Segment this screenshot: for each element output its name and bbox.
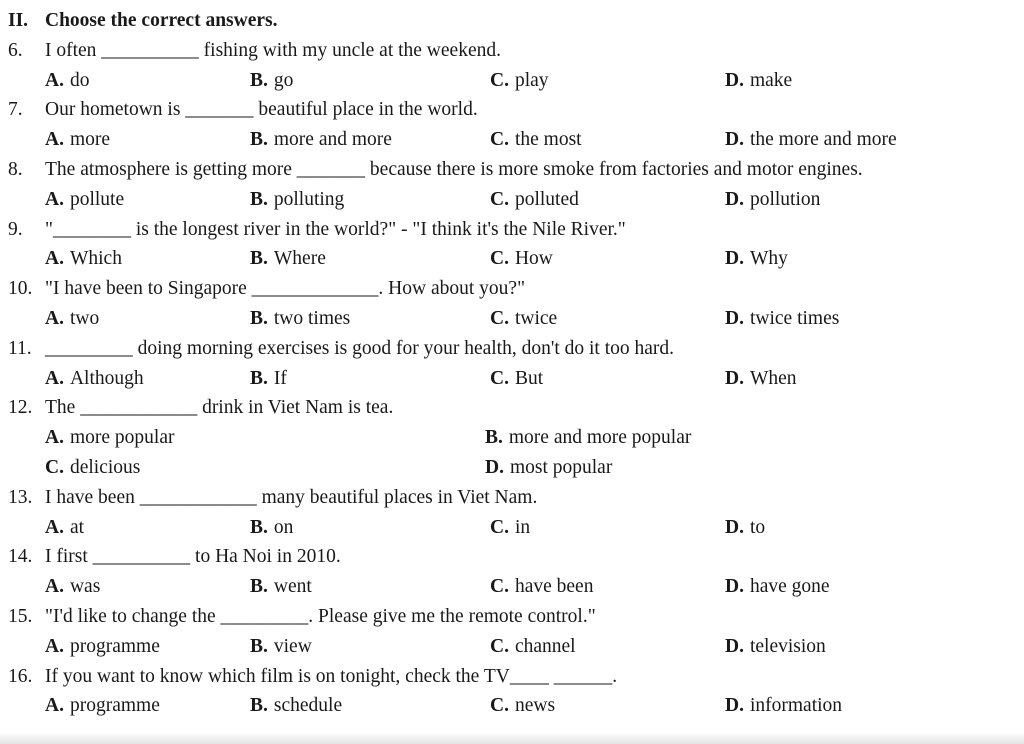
option-label: B. xyxy=(485,427,503,449)
option-text: But xyxy=(514,367,544,389)
options-row xyxy=(45,244,1016,274)
option-text: make xyxy=(749,69,793,91)
option-text: programme xyxy=(69,635,160,657)
option-text: Where xyxy=(273,248,326,270)
option-text: polluted xyxy=(514,188,579,210)
question-text: The atmosphere is getting more _______ because there is more smoke from factories and motor engines. xyxy=(45,158,863,180)
option-text: Which xyxy=(69,248,122,270)
option-b xyxy=(250,244,490,274)
question-line xyxy=(8,483,1016,513)
question-line xyxy=(8,274,1016,304)
option-label: D. xyxy=(725,69,744,91)
option-c xyxy=(490,632,725,662)
option-c xyxy=(490,66,725,96)
question-number: 9. xyxy=(8,218,23,240)
option-c xyxy=(490,125,725,155)
option-label: B. xyxy=(250,516,268,538)
question-14 xyxy=(8,542,1016,602)
question-number: 14. xyxy=(8,546,33,568)
question-number: 10. xyxy=(8,278,33,300)
option-label: D. xyxy=(485,456,504,478)
option-text: programme xyxy=(69,695,160,717)
option-label: A. xyxy=(45,576,64,598)
question-15 xyxy=(8,602,1016,662)
option-text: Although xyxy=(69,367,144,389)
option-label: D. xyxy=(725,248,744,270)
option-label: B. xyxy=(250,188,268,210)
option-text: have been xyxy=(514,576,594,598)
option-text: schedule xyxy=(273,695,343,717)
option-text: two times xyxy=(273,307,351,329)
question-line xyxy=(8,542,1016,572)
question-line xyxy=(8,36,1016,66)
option-b xyxy=(250,572,490,602)
options-row xyxy=(45,364,1016,394)
option-label: A. xyxy=(45,248,64,270)
question-text: _________ doing morning exercises is good for your health, don't do it too hard. xyxy=(45,337,675,359)
option-text: How xyxy=(514,248,553,270)
question-text: I first __________ to Ha Noi in 2010. xyxy=(45,546,341,568)
option-b xyxy=(250,66,490,96)
option-label: A. xyxy=(45,307,64,329)
option-b xyxy=(485,423,1016,453)
option-d xyxy=(725,185,1016,215)
option-label: A. xyxy=(45,695,64,717)
option-text: on xyxy=(273,516,294,538)
option-text: more and more popular xyxy=(508,427,692,449)
option-d xyxy=(725,513,1016,543)
option-label: A. xyxy=(45,188,64,210)
option-text: information xyxy=(749,695,843,717)
option-a xyxy=(45,185,250,215)
option-label: D. xyxy=(725,188,744,210)
option-d xyxy=(725,364,1016,394)
option-text: most popular xyxy=(509,456,613,478)
question-number: 7. xyxy=(8,99,23,121)
option-c xyxy=(490,572,725,602)
option-text: two xyxy=(69,307,100,329)
option-label: C. xyxy=(490,69,509,91)
option-label: D. xyxy=(725,367,744,389)
option-text: polluting xyxy=(273,188,345,210)
question-text: "________ is the longest river in the world?" - "I think it's the Nile River." xyxy=(45,218,626,240)
section-header xyxy=(8,6,1016,36)
option-b xyxy=(250,513,490,543)
option-a xyxy=(45,304,250,334)
option-a xyxy=(45,632,250,662)
question-number: 11. xyxy=(8,337,32,359)
option-a xyxy=(45,125,250,155)
question-text: "I'd like to change the _________. Please give me the remote control." xyxy=(45,605,596,627)
options-row xyxy=(45,125,1016,155)
option-d xyxy=(485,453,1016,483)
question-number: 15. xyxy=(8,605,33,627)
option-text: pollution xyxy=(749,188,821,210)
question-16 xyxy=(8,662,1016,722)
question-10 xyxy=(8,274,1016,334)
option-b xyxy=(250,185,490,215)
question-7 xyxy=(8,95,1016,155)
question-number: 8. xyxy=(8,158,23,180)
question-11 xyxy=(8,334,1016,394)
option-label: B. xyxy=(250,69,268,91)
scan-artifact-strip xyxy=(0,732,1024,744)
option-label: C. xyxy=(490,307,509,329)
option-text: If xyxy=(273,367,287,389)
option-label: C. xyxy=(490,248,509,270)
option-text: go xyxy=(273,69,294,91)
question-number: 6. xyxy=(8,39,23,61)
option-label: D. xyxy=(725,307,744,329)
option-label: C. xyxy=(45,456,64,478)
options-row xyxy=(45,632,1016,662)
option-label: D. xyxy=(725,635,744,657)
option-label: B. xyxy=(250,695,268,717)
option-b xyxy=(250,364,490,394)
option-label: B. xyxy=(250,367,268,389)
options-row xyxy=(45,572,1016,602)
option-c xyxy=(490,691,725,721)
option-label: C. xyxy=(490,635,509,657)
option-text: delicious xyxy=(69,456,141,478)
option-text: Why xyxy=(749,248,788,270)
question-9 xyxy=(8,215,1016,275)
option-c xyxy=(45,453,485,483)
question-8 xyxy=(8,155,1016,215)
question-number: 16. xyxy=(8,665,33,687)
options-row xyxy=(45,66,1016,96)
option-text: pollute xyxy=(69,188,125,210)
option-a xyxy=(45,364,250,394)
question-line xyxy=(8,662,1016,692)
option-label: C. xyxy=(490,576,509,598)
option-text: twice times xyxy=(749,307,840,329)
option-label: A. xyxy=(45,427,64,449)
question-line xyxy=(8,215,1016,245)
option-d xyxy=(725,632,1016,662)
option-d xyxy=(725,244,1016,274)
option-label: B. xyxy=(250,307,268,329)
option-label: D. xyxy=(725,129,744,151)
options-row xyxy=(45,185,1016,215)
option-label: B. xyxy=(250,576,268,598)
question-line xyxy=(8,602,1016,632)
option-d xyxy=(725,125,1016,155)
question-text: I have been ____________ many beautiful places in Viet Nam. xyxy=(45,486,538,508)
option-text: was xyxy=(69,576,101,598)
option-b xyxy=(250,125,490,155)
option-label: B. xyxy=(250,129,268,151)
option-text: more xyxy=(69,129,111,151)
option-label: D. xyxy=(725,516,744,538)
question-text: Our hometown is _______ beautiful place in the world. xyxy=(45,99,478,121)
option-text: to xyxy=(749,516,766,538)
question-6 xyxy=(8,36,1016,96)
option-label: A. xyxy=(45,635,64,657)
option-label: A. xyxy=(45,516,64,538)
option-a xyxy=(45,244,250,274)
option-c xyxy=(490,513,725,543)
option-a xyxy=(45,691,250,721)
question-number: 13. xyxy=(8,486,33,508)
option-text: view xyxy=(273,635,312,657)
option-text: in xyxy=(514,516,531,538)
options-row xyxy=(45,691,1016,721)
option-b xyxy=(250,632,490,662)
option-label: A. xyxy=(45,129,64,151)
question-line xyxy=(8,155,1016,185)
option-label: D. xyxy=(725,695,744,717)
question-line xyxy=(8,334,1016,364)
option-text: have gone xyxy=(749,576,830,598)
option-d xyxy=(725,66,1016,96)
option-a xyxy=(45,513,250,543)
question-text: The ____________ drink in Viet Nam is tea. xyxy=(45,397,394,419)
option-d xyxy=(725,572,1016,602)
option-text: play xyxy=(514,69,549,91)
option-label: C. xyxy=(490,516,509,538)
option-label: C. xyxy=(490,695,509,717)
option-label: A. xyxy=(45,69,64,91)
option-label: C. xyxy=(490,129,509,151)
option-text: at xyxy=(69,516,85,538)
option-text: the most xyxy=(514,129,582,151)
option-c xyxy=(490,364,725,394)
section-numeral: II. xyxy=(8,10,29,31)
option-text: the more and more xyxy=(749,129,897,151)
option-label: B. xyxy=(250,635,268,657)
question-text: "I have been to Singapore _____________. How about you?" xyxy=(45,278,526,300)
option-text: do xyxy=(69,69,90,91)
option-b xyxy=(250,691,490,721)
option-d xyxy=(725,691,1016,721)
question-line xyxy=(8,393,1016,423)
option-label: A. xyxy=(45,367,64,389)
section-title: Choose the correct answers. xyxy=(45,10,278,31)
options-row xyxy=(45,304,1016,334)
option-label: C. xyxy=(490,367,509,389)
question-number: 12. xyxy=(8,397,33,419)
option-text: twice xyxy=(514,307,558,329)
option-label: B. xyxy=(250,248,268,270)
option-text: television xyxy=(749,635,826,657)
option-text: When xyxy=(749,367,797,389)
option-label: C. xyxy=(490,188,509,210)
options-row xyxy=(45,513,1016,543)
options-grid xyxy=(45,423,1016,483)
option-a xyxy=(45,423,485,453)
question-12 xyxy=(8,393,1016,482)
option-c xyxy=(490,185,725,215)
option-c xyxy=(490,244,725,274)
question-text: I often __________ fishing with my uncle at the weekend. xyxy=(45,39,501,61)
option-text: more popular xyxy=(69,427,175,449)
question-line xyxy=(8,95,1016,125)
option-text: more and more xyxy=(273,129,392,151)
option-a xyxy=(45,66,250,96)
question-text: If you want to know which film is on tonight, check the TV____ ______. xyxy=(45,665,618,687)
option-d xyxy=(725,304,1016,334)
option-a xyxy=(45,572,250,602)
option-text: news xyxy=(514,695,556,717)
option-label: D. xyxy=(725,576,744,598)
option-text: channel xyxy=(514,635,576,657)
option-c xyxy=(490,304,725,334)
option-text: went xyxy=(273,576,312,598)
option-b xyxy=(250,304,490,334)
question-13 xyxy=(8,483,1016,543)
